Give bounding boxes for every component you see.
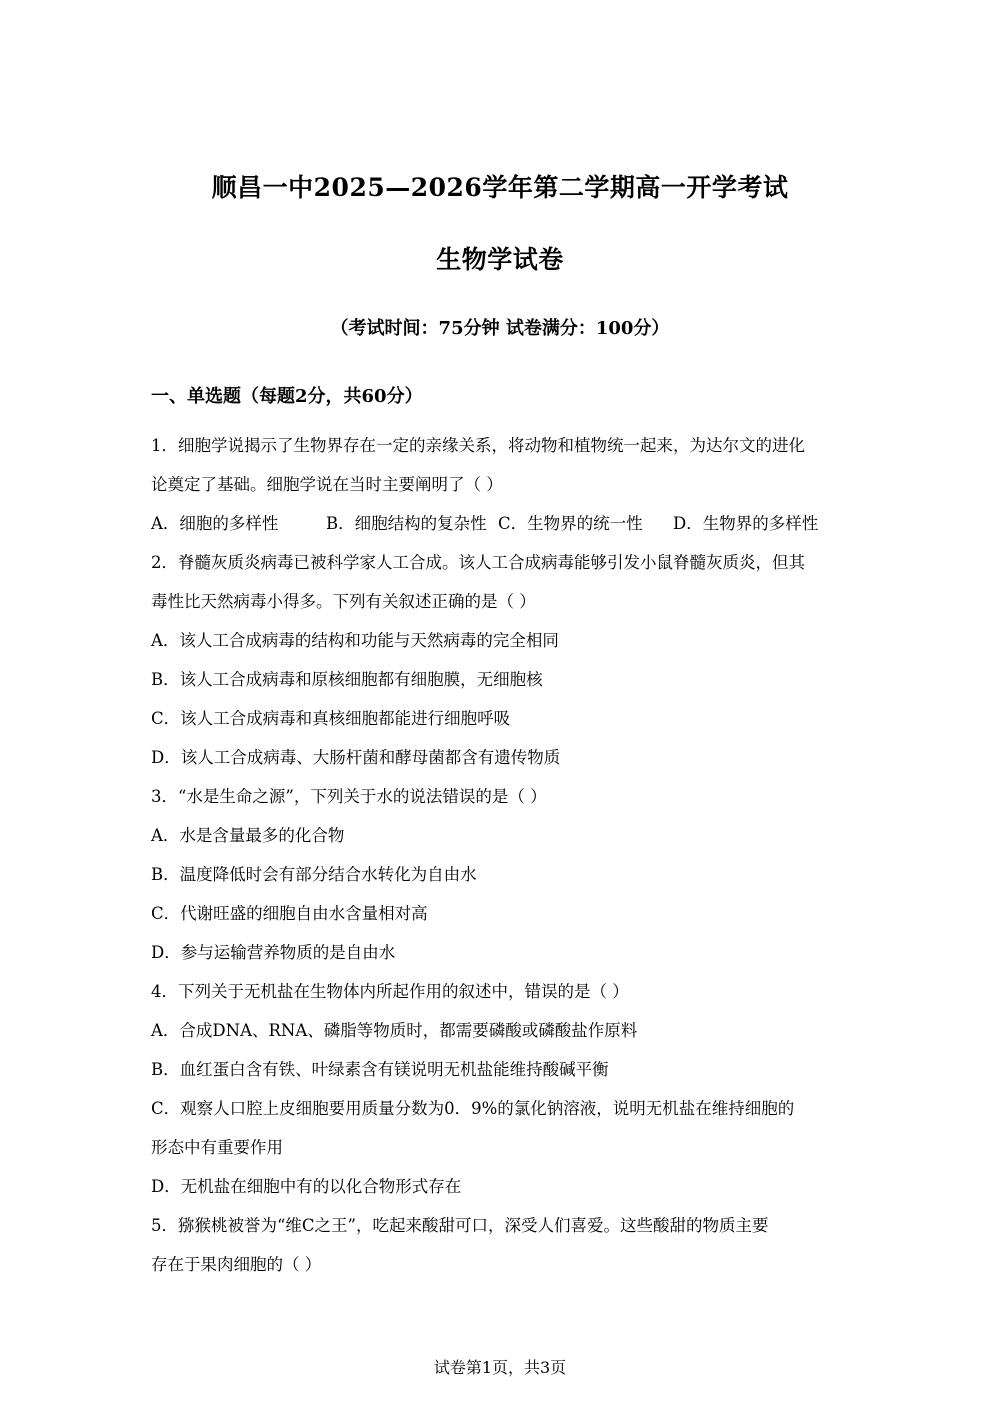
exam-info: （考试时间：75分钟 试卷满分：100分） (330, 318, 670, 339)
question-5 (151, 1211, 851, 1289)
option-a: A．水是含量最多的化合物 (151, 826, 345, 845)
option-b: B．该人工合成病毒和原核细胞都有细胞膜，无细胞核 (151, 670, 543, 689)
question-stem-line: 存在于果肉细胞的（ ） (151, 1255, 322, 1274)
question-stem-line: 4．下列关于无机盐在生物体内所起作用的叙述中，错误的是（ ） (151, 982, 629, 1001)
question-stem-line: 毒性比天然病毒小得多。下列有关叙述正确的是（ ） (151, 592, 536, 611)
question-4 (151, 977, 851, 1211)
option-b: B．细胞结构的复杂性 (326, 514, 487, 533)
option-d: D．参与运输营养物质的是自由水 (151, 943, 396, 962)
question-list (151, 431, 851, 1289)
option-c: C．观察人口腔上皮细胞要用质量分数为0．9%的氯化钠溶液，说明无机盐在维持细胞的 (151, 1099, 795, 1118)
question-2 (151, 548, 851, 782)
option-c: C．该人工合成病毒和真核细胞都能进行细胞呼吸 (151, 709, 511, 728)
section-heading: 一、单选题（每题2分，共60分） (151, 386, 423, 407)
question-stem-line: 5．猕猴桃被誉为“维C之王”，吃起来酸甜可口，深受人们喜爱。这些酸甜的物质主要 (151, 1216, 769, 1235)
question-stem-line: 2．脊髓灰质炎病毒已被科学家人工合成。该人工合成病毒能够引发小鼠脊髓灰质炎，但其 (151, 553, 805, 572)
option-d: D．生物界的多样性 (673, 514, 819, 533)
option-row (151, 509, 851, 548)
option-c-continued: 形态中有重要作用 (151, 1138, 283, 1157)
option-b: B．温度降低时会有部分结合水转化为自由水 (151, 865, 477, 884)
option-b: B．血红蛋白含有铁、叶绿素含有镁说明无机盐能维持酸碱平衡 (151, 1060, 609, 1079)
exam-title: 顺昌一中2025—2026学年第二学期高一开学考试 (211, 173, 789, 202)
option-c: C．代谢旺盛的细胞自由水含量相对高 (151, 904, 428, 923)
page-footer: 试卷第1页，共3页 (433, 1358, 567, 1377)
option-d: D．无机盐在细胞中有的以化合物形式存在 (151, 1177, 462, 1196)
question-stem-line: 3．“水是生命之源”，下列关于水的说法错误的是（ ） (151, 787, 547, 806)
option-a: A．细胞的多样性 (151, 514, 279, 533)
option-d: D．该人工合成病毒、大肠杆菌和酵母菌都含有遗传物质 (151, 748, 561, 767)
option-a: A．合成DNA、RNA、磷脂等物质时，都需要磷酸或磷酸盐作原料 (151, 1021, 638, 1040)
exam-subtitle: 生物学试卷 (436, 245, 564, 274)
option-a: A．该人工合成病毒的结构和功能与天然病毒的完全相同 (151, 631, 559, 650)
option-c: C．生物界的统一性 (498, 514, 643, 533)
question-1 (151, 431, 851, 548)
question-stem-line: 1．细胞学说揭示了生物界存在一定的亲缘关系，将动物和植物统一起来，为达尔文的进化 (151, 436, 805, 455)
question-stem-line: 论奠定了基础。细胞学说在当时主要阐明了（ ） (151, 475, 503, 494)
question-3 (151, 782, 851, 977)
